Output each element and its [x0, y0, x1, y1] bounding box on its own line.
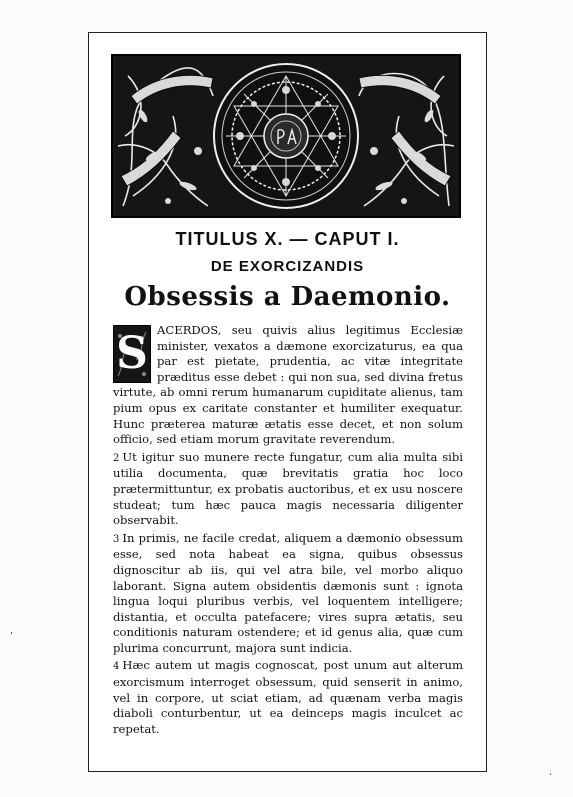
paragraph-number: 2	[113, 452, 120, 464]
blackletter-title: Obsessis a Daemonio.	[124, 282, 451, 312]
paragraph-3-text: In primis, ne facile credat, aliquem a dæmonio obsessum esse, sed nota habeat ea signa, quibus obsessus dignoscitur ab iis, qui vel atra bile, vel morbo aliquo laborant. Signa autem obsidentis dæmonis sunt : ignota lingua loqui pluribus verbis, vel loquentem intelligere; distantia, et occulta patefacere; vires supra ætatis, seu conditionis naturam ostendere; et id genus alia, quæ cum plurima concurrunt, majora sunt indicia.	[113, 530, 463, 655]
drop-cap	[113, 325, 151, 383]
paragraph-3	[113, 531, 463, 657]
ornamental-header-engraving	[111, 54, 461, 218]
body-text	[113, 323, 463, 737]
paragraph-1	[113, 323, 463, 448]
paragraph-1-text: ACERDOS, seu quivis alius legitimus Ecclesiæ minister, vexatos a dæmone exorcizaturus, ea qua par est pietate, prudentia, ac vitæ integritate præditus esse debet : qui non sua, sed divina fretus virtute, ab omni rerum humanarum cupiditate alienus, tam pium opus ex caritate constanter et humiliter exequatur. Hunc præterea maturæ ætatis esse decet, et non solum officio, sed etiam morum gravitate reverendum.	[113, 323, 463, 447]
scan-speck: ,	[10, 625, 14, 636]
paragraph-4-text: Hæc autem ut magis cognoscat, post unum aut alterum exorcismum interroget obsessum, quid senserit in animo, vel in corpore, ut sciat etiam, ad quænam verba magis diaboli conturbentur, ut ea deinceps magis inculcet ac repetat.	[113, 658, 463, 736]
paragraph-number: 4	[113, 661, 120, 673]
ornament-artwork	[113, 56, 459, 216]
chapter-subheading: DE EXORCIZANDIS	[210, 258, 365, 275]
paragraph-4	[113, 658, 463, 737]
paragraph-2	[113, 450, 463, 529]
scan-speck: ·	[549, 770, 553, 781]
drop-cap-letter: S	[116, 328, 148, 379]
chapter-heading: TITULUS X. — CAPUT I.	[175, 229, 400, 249]
paragraph-number: 3	[113, 533, 120, 545]
paragraph-2-text: Ut igitur suo munere recte fungatur, cum alia multa sibi utilia documenta, quæ brevitatis gratia hoc loco prætermittuntur, ex probatis auctoribus, et ex usu noscere studeat; tum hæc pauca magis necessaria diligenter observabit.	[113, 449, 463, 528]
